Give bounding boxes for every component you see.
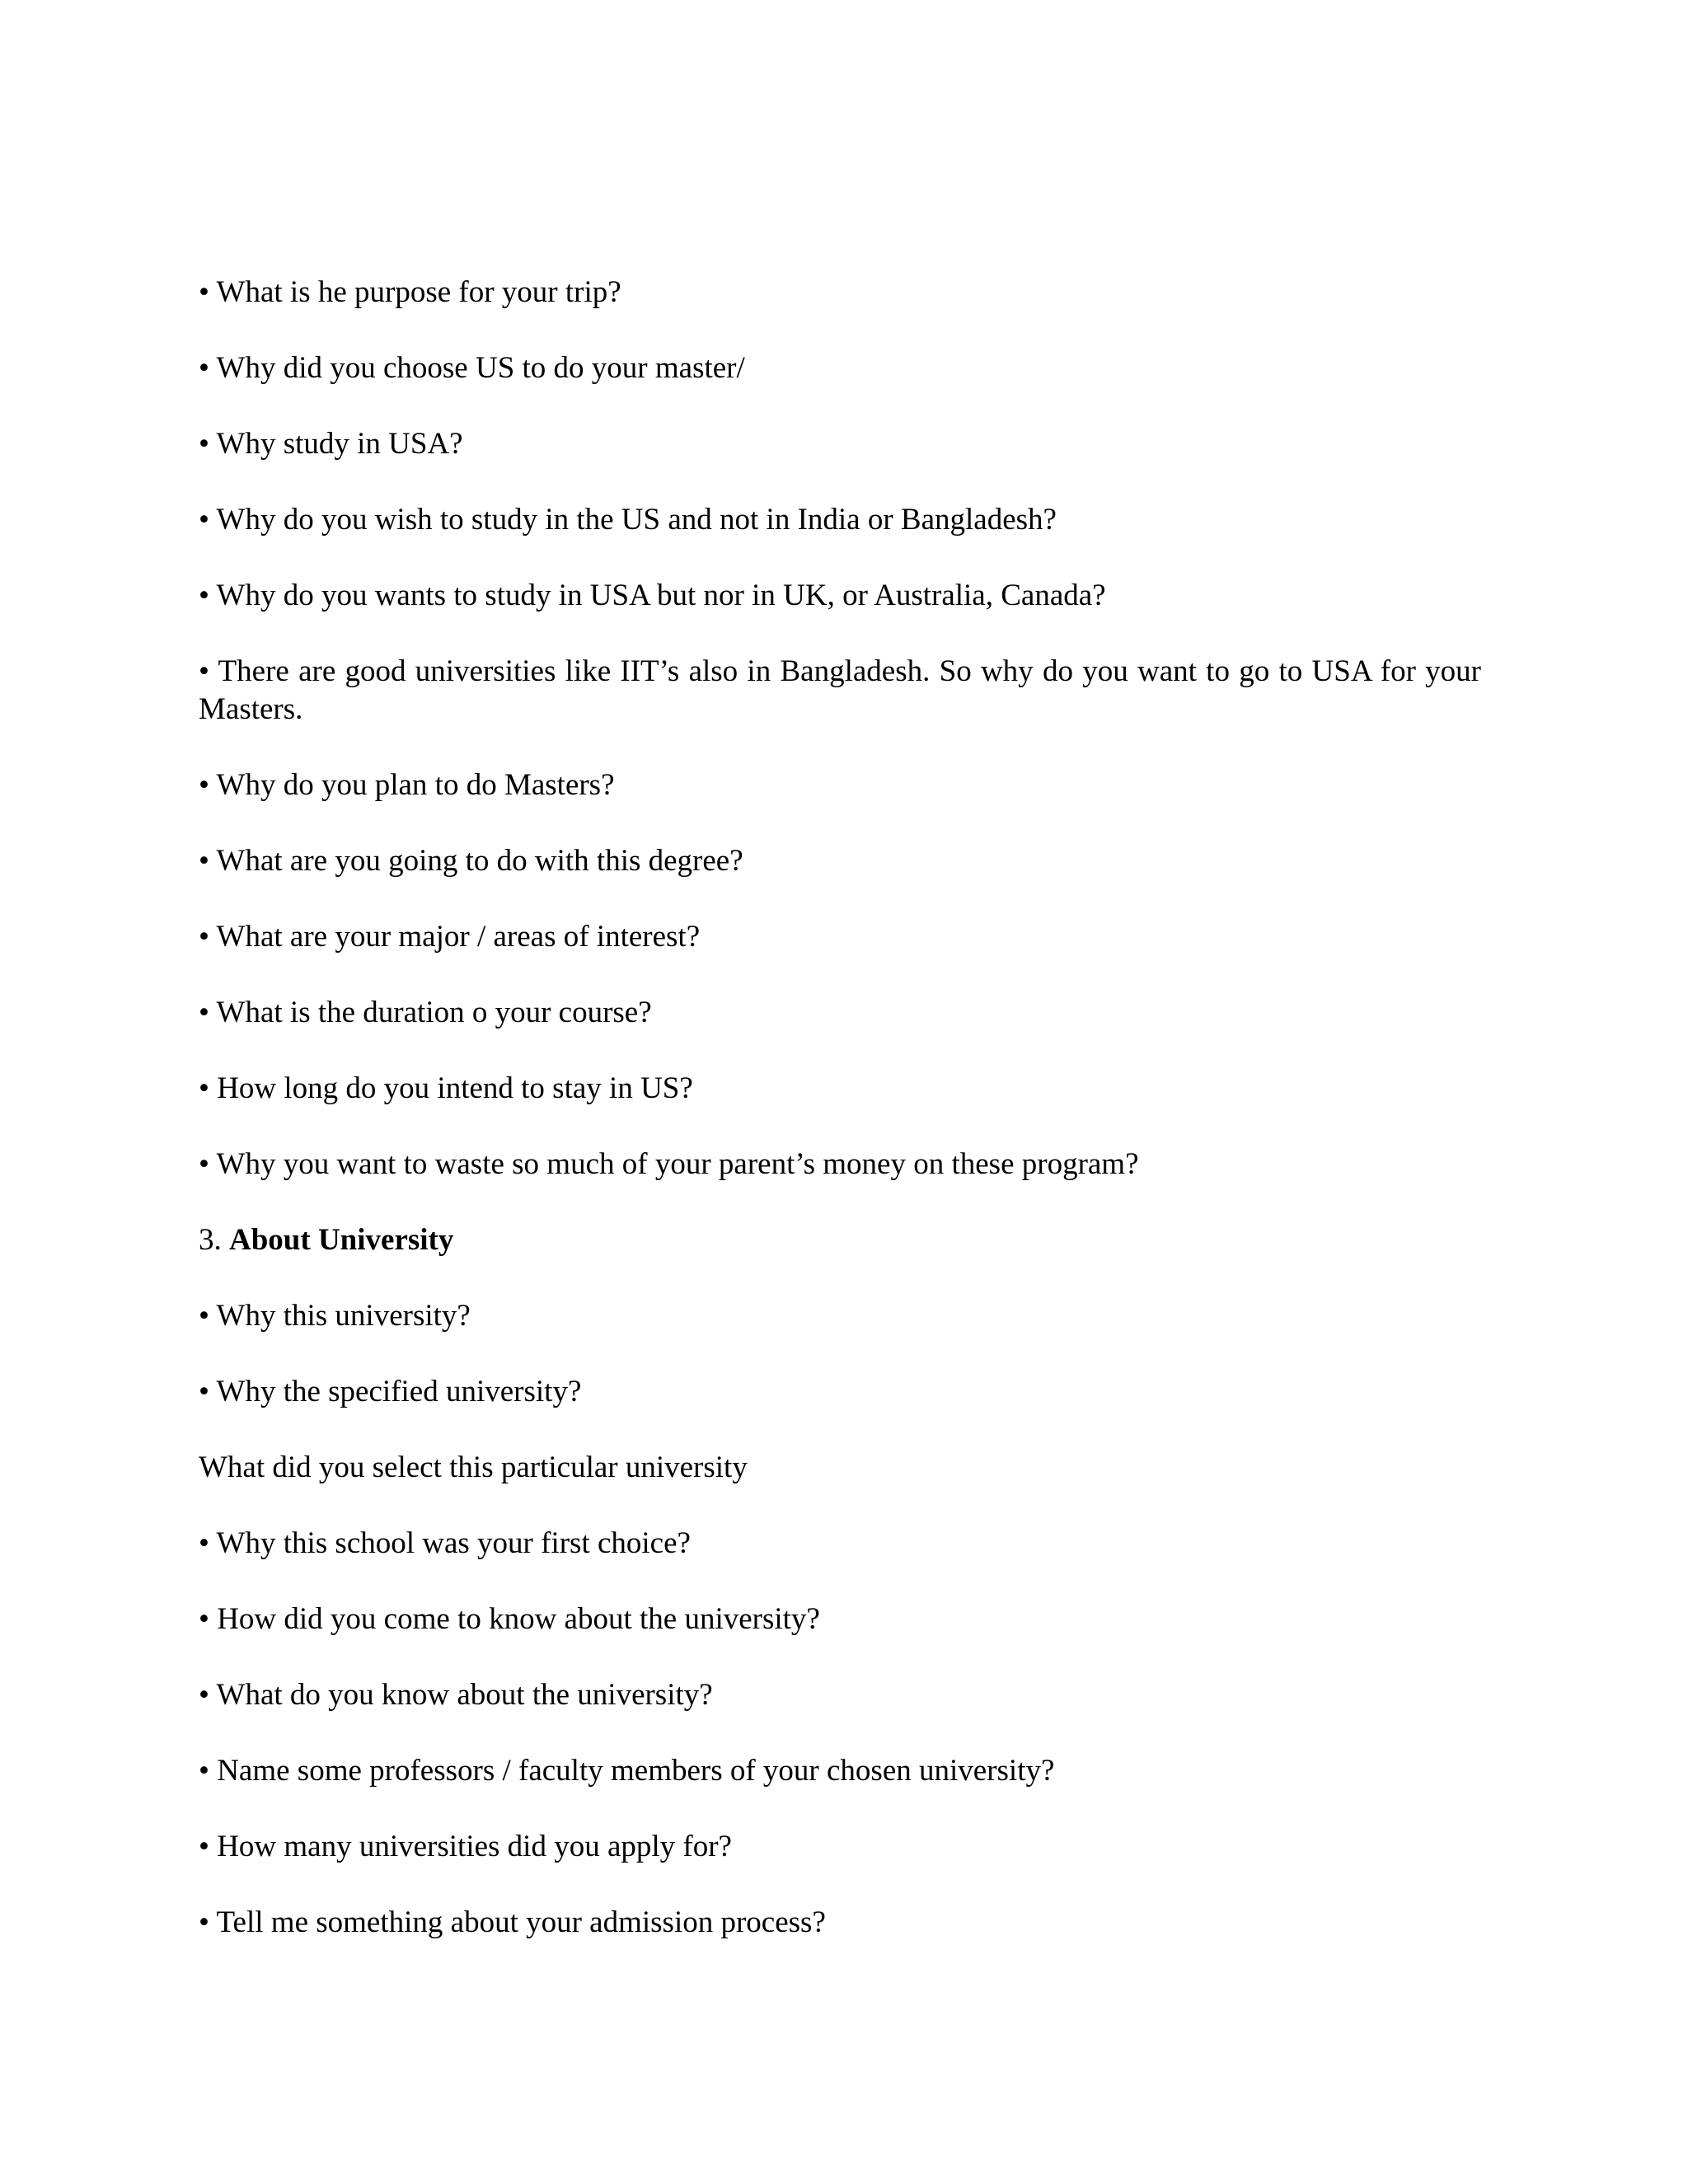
question-item: • Why this university? [199,1299,471,1333]
section-title: About University [229,1223,454,1257]
question-item: What did you select this particular university [199,1451,748,1484]
question-item: • Name some professors / faculty members of your chosen university? [199,1754,1055,1788]
question-item: • Why the specified university? [199,1375,582,1408]
question-item: • What is he purpose for your trip? [199,275,621,309]
question-item: • Why did you choose US to do your master/ [199,351,745,385]
question-item: • What are you going to do with this degree? [199,844,743,878]
section-number: 3. [199,1223,222,1257]
question-item: • Why this school was your first choice? [199,1526,691,1560]
question-item: • What are your major / areas of interest? [199,920,701,954]
question-item: • Why study in USA? [199,427,463,461]
section-heading [199,1221,1481,1259]
question-item: • What do you know about the university? [199,1678,713,1712]
question-item: • Tell me something about your admission process? [199,1905,826,1939]
question-item: • How did you come to know about the university? [199,1602,820,1636]
question-item: • How many universities did you apply for? [199,1830,732,1863]
question-item: • Why you want to waste so much of your parent’s money on these program? [199,1147,1139,1181]
question-item: • Why do you wants to study in USA but nor in UK, or Australia, Canada? [199,579,1106,612]
question-item: • Why do you wish to study in the US and not in India or Bangladesh? [199,503,1057,537]
document-content [199,274,1481,1980]
question-item: • What is the duration o your course? [199,996,652,1029]
question-item: • How long do you intend to stay in US? [199,1071,693,1105]
question-item: • Why do you plan to do Masters? [199,768,615,802]
question-item: • There are good universities like IIT’s also in Bangladesh. So why do you want to go to USA for your Masters. [199,654,1481,726]
